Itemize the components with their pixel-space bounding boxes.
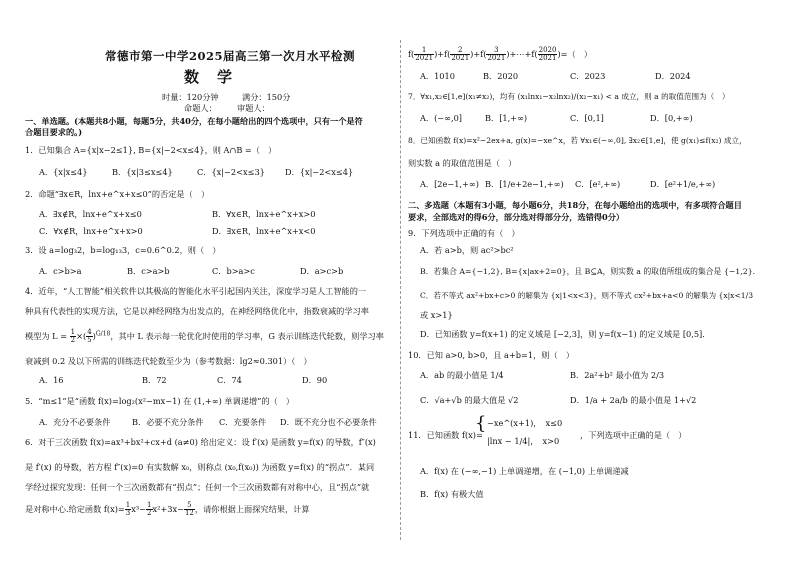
- q5-option-d: D．既不充分也不必要条件: [280, 417, 377, 427]
- q9-option-c-line2: 或 x>1}: [420, 310, 453, 320]
- q4-line3-end: ，其中 L 表示每一轮优化时使用的学习率，G 表示训练迭代轮数，则学习率: [110, 330, 384, 341]
- q9-option-c-line1: C．若不等式 ax²+bx+c>0 的解集为 {x|1<x<3}，则不等式 cx²+bx+a<0 的解集为 {x|x<1/3: [420, 291, 754, 300]
- q4-line3-start: 模型为 L =: [25, 330, 70, 341]
- q4-option-d: D．90: [302, 375, 328, 385]
- q3-option-a: A．c>b>a: [39, 266, 82, 276]
- q6-line4: 是对称中心.给定函数 f(x)= $\frac{1}{3}$ x³− $\frac{1}{2}$ x²+3x− $\frac{5}{12}$ ，请你根据上面探究结果，计算: [25, 501, 310, 518]
- q11-option-a: A．f(x) 在 (−∞,−1) 上单调递增，在 (−1,0) 上单调递减: [420, 466, 629, 476]
- q1-option-b: B．{x|3≤x≤4}: [112, 167, 173, 177]
- q2-option-a: A．∃x∉R，lnx+e^x+x≤0: [39, 209, 142, 219]
- q9-stem: 9．下列选项中正确的有（ ）: [408, 228, 520, 238]
- section1-heading-line2: 合题目要求的。): [25, 127, 83, 137]
- q2-stem: 2．命题“∃x∈R，lnx+e^x+x≤0”的否定是（ ）: [25, 189, 210, 199]
- q11-stem-end: ，下列选项中正确的是（ ）: [580, 430, 687, 440]
- q10-option-b: B．2a²+b² 最小值为 2/3: [570, 370, 665, 380]
- q9-option-a: A．若 a>b，则 ac²>bc²: [420, 245, 514, 255]
- reviewer-label: 审题人：: [237, 103, 270, 113]
- q5-option-c: C．充要条件: [219, 417, 267, 427]
- q7-option-c: C．[0,1]: [570, 113, 604, 123]
- q8-option-d: D．[e²+1/e,+∞): [650, 179, 716, 189]
- q11-brace: {: [475, 413, 487, 434]
- column-divider: [400, 40, 401, 540]
- q6-line2: 是 f′(x) 的导数，若方程 f″(x)=0 有实数解 x₀，则称点 (x₀,f(x₀)) 为函数 y=f(x) 的“拐点”．某同: [25, 462, 375, 472]
- q3-option-c: C．b>a>c: [212, 266, 255, 276]
- section2-heading-line1: 二、多选题（本题有3小题，每小题6分，共18分，在每小题给出的选项中，有多项符合题目: [408, 200, 742, 210]
- q4-line3: [25, 329, 384, 345]
- q8-option-a: A．[2e−1,+∞): [420, 179, 479, 189]
- q2-option-c: C．∀x∉R，lnx+e^x+x>0: [39, 226, 143, 236]
- section1-heading-line1: 一、单选题。(本题共8小题，每题5分，共40分，在每小题给出的四个选项中，只有一个是符: [25, 116, 363, 126]
- q6-line1: 6．对于三次函数 f(x)=ax³+bx²+cx+d (a≠0) 给出定义：设 f′(x) 是函数 y=f(x) 的导数，f″(x): [25, 437, 376, 447]
- q6-option-a: A．1010: [420, 71, 455, 81]
- q1-stem: 1．已知集合 A={x|x−2≤1}, B={x|−2<x≤4}，则 A∩B =（ ）: [25, 145, 277, 155]
- q7-option-a: A．(−∞,0]: [420, 113, 462, 123]
- q4-base: ×( $\frac{4}{5}$ )$^{G/18}$: [76, 328, 111, 345]
- q3-option-b: B．c>a>b: [127, 266, 170, 276]
- q5-option-b: B．必要不充分条件: [132, 417, 204, 427]
- q4-option-a: A．16: [39, 375, 64, 385]
- q1-option-c: C．{x|−2<x≤3}: [197, 167, 265, 177]
- q3-option-d: D．a>c>b: [300, 266, 344, 276]
- q7-option-b: B．[1,+∞): [485, 113, 528, 123]
- q2-option-b: B．∀x∈R，lnx+e^x+x>0: [212, 209, 316, 219]
- q4-option-b: B．72: [142, 375, 167, 385]
- q10-option-d: D．1/a + 2a/b 的最小值是 1+√2: [570, 395, 697, 405]
- q2-option-d: D．∃x∈R，lnx+e^x+x<0: [212, 226, 316, 236]
- q10-option-c: C．√a+√b 的最大值是 √2: [420, 395, 519, 405]
- q4-line1: 4．近年，“人工智能”相关软件以其极高的智能化水平引起国内关注，深度学习是人工智能的一: [25, 286, 367, 296]
- q6-line3: 学经过探究发现：任何一个三次函数都有“拐点”；任何一个三次函数都有对称中心，且“拐点”就: [25, 482, 370, 492]
- q11-option-b: B．f(x) 有极大值: [420, 489, 484, 499]
- q8-line2: 则实数 a 的取值范围是（ ）: [408, 158, 517, 168]
- q9-option-d: D．已知函数 y=f(x+1) 的定义域是 [−2,3]，则 y=f(x−1) 的定义域是 [0,5]．: [420, 329, 711, 339]
- full-score: 满分：150分: [242, 92, 291, 102]
- q6-continued-expression: f( $\frac{1}{2021}$ )+f( $\frac{2}{2021}$ )+f( $\frac{3}{2021}$ )+⋯+f( $\frac{2020}{2021}$ )=（ ）: [408, 46, 593, 63]
- q1-option-d: D．{x|−2<x≤4}: [285, 167, 354, 177]
- q9-option-b: B．若集合 A={−1,2}, B={x|ax+2=0}，且 B⊆A，则实数 a 的取值所组成的集合是 {−1,2}．: [420, 267, 761, 276]
- time-limit: 时量：120分钟: [162, 92, 219, 102]
- q6-option-b: B．2020: [483, 71, 519, 81]
- q11-stem-start: 11．已知函数 f(x)=: [408, 430, 483, 440]
- q6-option-d: D．2024: [655, 71, 691, 81]
- section2-heading-line2: 要求，全部选对的得6分，部分选对得部分分，选错得0分）: [408, 212, 625, 222]
- q1-option-a: A．{x|x≤4}: [39, 167, 88, 177]
- q6-option-c: C．2023: [570, 71, 606, 81]
- q11-case2: |lnx − 1/4|， x>0: [487, 436, 560, 446]
- q4-line4: 衰减到 0.2 及以下所需的训练迭代轮数至少为（参考数据：lg2≈0.301）（ ）: [25, 356, 312, 366]
- q11-case1: −xe^(x+1)， x≤0: [487, 418, 563, 428]
- q4-fraction-half: $\frac{1}{2}$: [70, 328, 76, 345]
- q6-line4-end: ，请你根据上面探究结果，计算: [194, 503, 310, 514]
- q3-stem: 3．设 a=log₃2，b=log₁₃3，c=0.6^0.2，则（ ）: [25, 245, 221, 255]
- q10-option-a: A．ab 的最小值是 1/4: [420, 370, 504, 380]
- q4-line2: 种具有代表性的实现方法，它是以神经网络为出发点的，在神经网络优化中，指数衰减的学习率: [25, 306, 369, 316]
- exam-title: 常德市第一中学2025届高三第一次月水平检测: [105, 49, 356, 63]
- q7-option-d: D．[0,+∞): [650, 113, 693, 123]
- q4-option-c: C．74: [217, 375, 242, 385]
- q8-line1: 8．已知函数 f(x)=x²−2ex+a, g(x)=−xe^x，若 ∀x₁∈(−∞,0], ∃x₂∈[1,e]，使 g(x₁)≤f(x₂) 成立，: [408, 136, 747, 145]
- q6-line4-start: 是对称中心.给定函数 f(x)=: [25, 503, 125, 514]
- q5-option-a: A．充分不必要条件: [39, 417, 111, 427]
- q10-stem: 10．已知 a>0, b>0，且 a+b=1，则（ ）: [408, 350, 575, 360]
- q7-stem: 7．∀x₁,x₂∈[1,e](x₁≠x₂)，均有 (x₁lnx₁−x₂lnx₂)/(x₂−x₁) < a 成立，则 a 的取值范围为（ ）: [408, 92, 730, 101]
- author-label: 命题人：: [184, 103, 217, 113]
- q8-option-b: B．[1/e+2e−1,+∞): [485, 179, 564, 189]
- q5-stem: 5．“m≤1”是“函数 f(x)=log₂(x²−mx−1) 在 (1,+∞) 单调递增”的（ ）: [25, 396, 295, 406]
- subject-title: 数学: [184, 68, 251, 86]
- q8-option-c: C．[e²,+∞): [575, 179, 621, 189]
